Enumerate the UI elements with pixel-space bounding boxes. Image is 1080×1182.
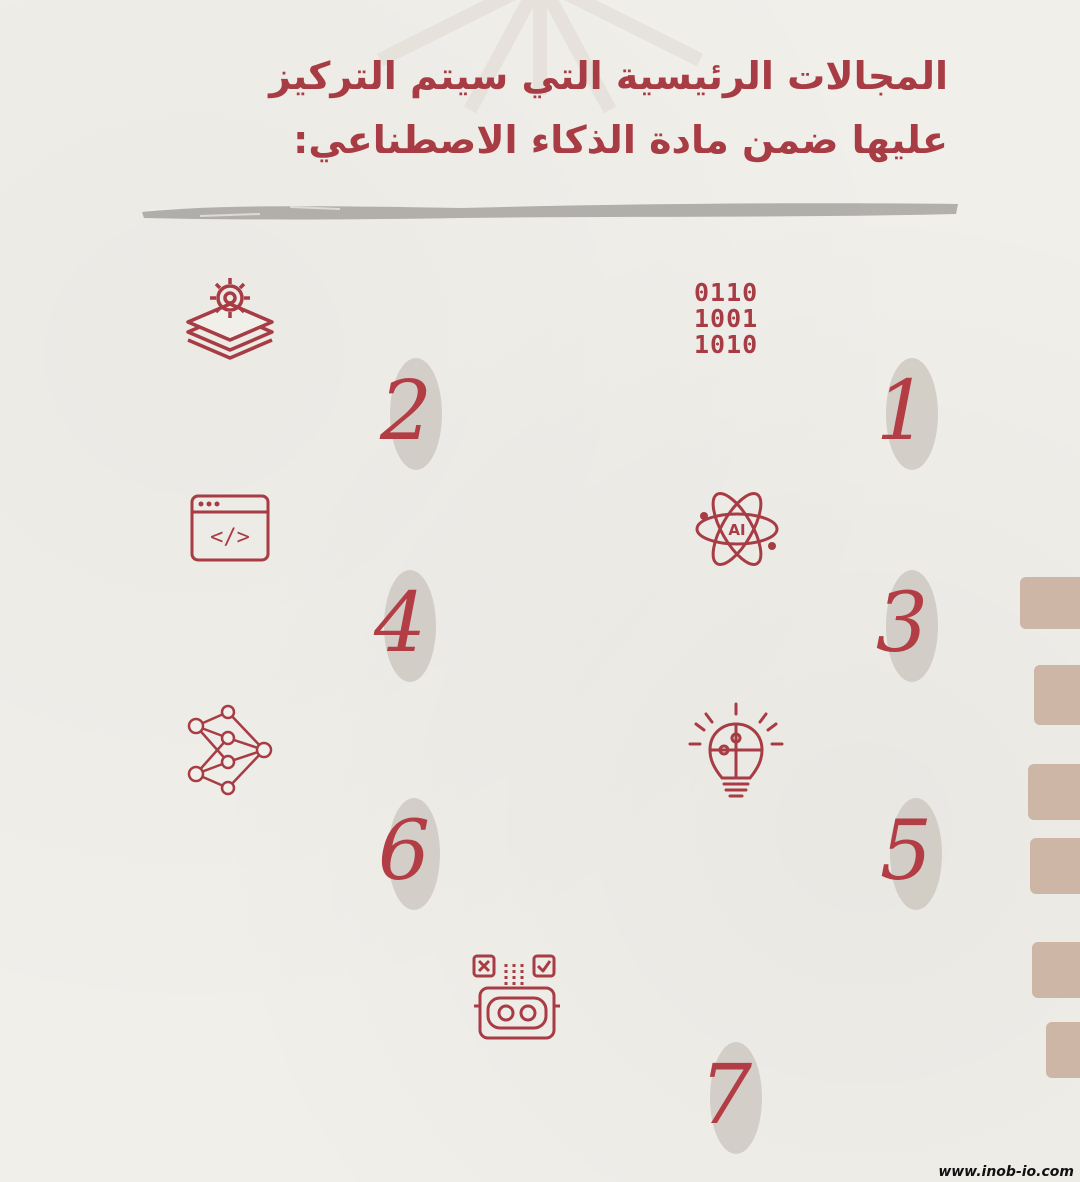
lightbulb-puzzle-icon [686,702,786,802]
topic-number: 7 [699,1048,753,1143]
robot-ethics-icon [470,952,564,1044]
decorative-swatch [1032,942,1080,998]
topic-number-badge [866,796,946,912]
binary-row: 1001 [694,304,759,333]
topic-number: 4 [373,576,427,671]
binary-row: 0110 [694,278,759,307]
binary-row: 1010 [694,330,759,359]
topic-number: 1 [875,364,929,459]
decorative-swatch [1030,838,1080,894]
topic-number-badge [364,796,444,912]
code-icon-text: </> [210,525,250,550]
decorative-swatch [1034,665,1080,725]
decorative-swatch [1046,1022,1080,1078]
topic-number-badge [686,1040,766,1156]
brush-stroke-divider [140,198,960,224]
decorative-swatch [1028,764,1080,820]
topic-number: 6 [377,804,431,899]
page-title [128,44,948,172]
decorative-swatch [1020,577,1080,629]
topic-number: 2 [379,364,433,459]
topic-number-badge [862,568,942,684]
title-line-2: عليها ضمن مادة الذكاء الاصطناعي: [293,118,948,162]
code-window-icon [190,494,270,562]
ai-atom-icon [692,484,782,574]
watermark-url: www.inob-io.com [938,1164,1074,1180]
topic-number-badge [360,568,440,684]
topic-number: 3 [875,576,929,671]
neural-network-icon [182,704,276,796]
ai-icon-text: AI [728,521,746,539]
topic-number: 5 [879,804,933,899]
title-line-1: المجالات الرئيسية التي سيتم التركيز [269,54,948,98]
binary-code-icon [694,280,778,362]
data-layers-gear-icon [182,270,278,366]
topic-number-badge [366,356,446,472]
topic-number-badge [862,356,942,472]
